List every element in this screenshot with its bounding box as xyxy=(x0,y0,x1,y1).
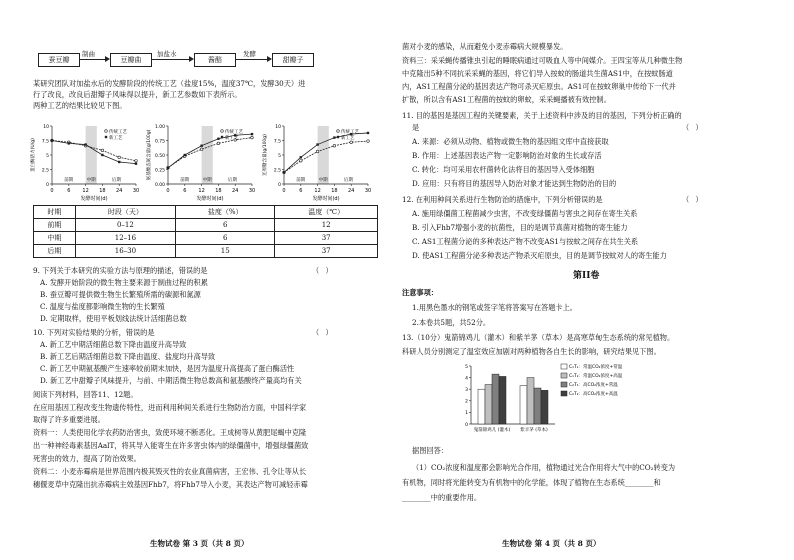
q9-answer-paren: （ ） xyxy=(312,266,335,275)
legend-marker xyxy=(221,136,223,138)
passage-line: 出一种神经毒素基因AalT，将其导入能寄生在许多害虫体内的绿僵菌中，增强绿僵菌致 xyxy=(33,441,309,450)
data-point xyxy=(333,136,335,138)
q11-stem-cont: 是 xyxy=(412,123,420,132)
q13-line-2: 科研人员分别测定了温室效应加剧对两种植物各自生长的影响，研究结果见下图。 xyxy=(402,347,661,356)
right-line: 资料三：采采蝇传播锥虫引起的睡眠病通过可吸血人等中间媒介。王四宝等从几种微生物 xyxy=(402,56,683,65)
legend-label: C₁T₁：常温CO₂浓度+常温 xyxy=(569,365,623,370)
passage-line: 阅读下列材料，回答11、12题。 xyxy=(33,390,138,399)
y-tick-label: 2.5 xyxy=(41,168,49,174)
table-cell: 16–30 xyxy=(75,245,175,258)
legend-label: C₂T₂：高CO₂浓度+高温 xyxy=(569,392,618,397)
table-cell: 12–16 xyxy=(75,232,175,245)
y-tick-label: 5 xyxy=(465,364,468,370)
phase-band xyxy=(86,126,97,184)
passage-line: 取得了许多重要进展。 xyxy=(33,415,105,424)
flow-arrow-2 xyxy=(151,59,191,60)
y-tick-label: 0 xyxy=(465,422,468,428)
data-point xyxy=(101,149,104,152)
x-axis-label: 发酵时间(d) xyxy=(196,196,224,202)
data-point xyxy=(68,142,70,144)
chart-amino-nitrogen xyxy=(146,114,258,204)
page-footer-right: 生物试卷 第 4 页（共 8 页） xyxy=(502,539,601,548)
q10-option-c: C. 新工艺中期氨基酸产生速率较前期末加快，是因为温度升高提高了蛋白酶活性 xyxy=(40,364,295,373)
data-point xyxy=(200,148,203,151)
phase-label: 中期 xyxy=(318,178,328,183)
y-tick-label: 0.75 xyxy=(154,139,165,145)
chart-protease xyxy=(30,114,142,204)
x-tick-label: 0 xyxy=(166,188,170,194)
table-cell: 0–12 xyxy=(75,219,175,232)
table-cell: 中期 xyxy=(34,232,76,245)
legend-label: C₂T₁：高CO₂浓度+常温 xyxy=(569,383,618,388)
table-cell: 6 xyxy=(176,232,275,245)
passage-line: 在应用基因工程改变生物遗传特性，进而利用种间关系进行生物防治方面，中国科学家 xyxy=(33,403,307,412)
y-tick-label: 4 xyxy=(465,376,468,382)
table-cell: 15 xyxy=(176,245,275,258)
table-row xyxy=(34,219,378,232)
process-table xyxy=(33,205,378,258)
table-header: 盐度（%） xyxy=(176,206,275,219)
q9-stem: 9. 下列关于本研究的实验方法与原理的描述，错误的是 xyxy=(33,266,208,275)
intro-line-3: 两种工艺的结果比较见下图。 xyxy=(33,101,127,110)
legend-label: C₁T₂：常温CO₂浓度+高温 xyxy=(569,374,623,379)
flow-label-1: 制曲 xyxy=(82,50,95,58)
q10-answer-paren: （ ） xyxy=(312,328,335,337)
bar xyxy=(485,385,492,424)
data-point xyxy=(118,156,121,159)
legend-marker xyxy=(105,136,107,138)
bar xyxy=(499,376,506,424)
bar xyxy=(527,378,534,424)
chart-reducing-sugar xyxy=(262,114,374,204)
q12-stem: 12. 在利用种间关系进行生物防治的措施中，下列分析错误的是 xyxy=(402,195,603,204)
data-point xyxy=(200,145,202,147)
legend-label: 新工艺 xyxy=(341,136,355,141)
chart-plant-growth xyxy=(457,358,632,436)
flow-box-2: 豆瓣曲 xyxy=(110,53,152,67)
left-page xyxy=(0,0,392,560)
notes-title: 注意事项： xyxy=(402,288,438,297)
page-gutter xyxy=(393,0,401,560)
x-tick-label: 18 xyxy=(99,188,106,194)
table-cell: 后期 xyxy=(34,245,76,258)
y-tick-label: 2.5 xyxy=(273,168,281,174)
y-tick-label: 0 xyxy=(278,182,281,188)
flow-arrow-3 xyxy=(235,59,269,60)
x-tick-label: 18 xyxy=(215,188,222,194)
data-point xyxy=(251,133,253,135)
y-tick-label: 5 xyxy=(46,153,49,159)
y-tick-label: 0.00 xyxy=(154,182,165,188)
legend-swatch xyxy=(561,382,567,387)
phase-label: 后期 xyxy=(227,178,237,183)
table-header-row xyxy=(34,206,378,219)
flow-label-3: 发酵 xyxy=(243,50,256,58)
x-tick-label: 6 xyxy=(183,188,187,194)
intro-line-1: 某研究团队对加盐水后的发酵阶段的传统工艺（盐度15%，温度37℃，发酵30天）进 xyxy=(33,79,306,88)
q10-option-a: A. 新工艺中期活细菌总数下降由温度升高导致 xyxy=(40,340,187,349)
table-cell: 37 xyxy=(275,232,378,245)
right-line: 中克隆出5种不同抗采采蝇的基因，将它们导入按蚊的肠道共生菌AS1中，在按蚊肠道 xyxy=(402,69,673,78)
note-line: 2.本卷共5题，共52分。 xyxy=(412,318,491,327)
bar xyxy=(520,386,527,424)
flow-arrow-1 xyxy=(79,59,107,60)
phase-band xyxy=(202,126,213,184)
legend-swatch xyxy=(561,373,567,378)
x-tick-label: 紫羊茅 (草本) xyxy=(520,428,548,433)
q9-option-a: A. 发酵开始阶段的微生物主要来源于制曲过程的积累 xyxy=(40,278,208,287)
table-header: 温度（℃） xyxy=(275,206,378,219)
note-line: 1.用黑色墨水的钢笔或签字笔将答案写在答题卡上。 xyxy=(412,303,577,312)
y-tick-label: 0 xyxy=(46,182,49,188)
legend-label: 传统工艺 xyxy=(225,130,243,135)
flow-label-2: 加盐水 xyxy=(157,50,177,58)
legend-label: 新工艺 xyxy=(225,136,239,141)
answer-line: 有机物，同时将光能转变为有机物中的化学能，体现了植物在生态系统________和 xyxy=(402,478,661,487)
legend-label: 新工艺 xyxy=(109,136,123,141)
table-cell: 12 xyxy=(275,219,378,232)
flow-box-3: 酱醅 xyxy=(194,53,236,67)
data-point xyxy=(333,144,336,147)
phase-label: 前期 xyxy=(296,178,306,183)
y-tick-label: 10 xyxy=(275,124,281,130)
y-tick-label: 7.5 xyxy=(273,139,281,145)
page-footer-left: 生物试卷 第 3 页（共 8 页） xyxy=(150,539,249,548)
x-axis-label: 发酵时间(d) xyxy=(312,196,340,202)
q9-option-d: D. 定期取样，使用平板划线法统计活细菌总数 xyxy=(40,314,187,323)
phase-label: 中期 xyxy=(202,178,212,183)
q11-option-a: A. 来源：必须从动物、植物或微生物的基因组文库中直接获取 xyxy=(412,137,609,146)
answer-line: ________中的重要作用。 xyxy=(402,493,482,502)
phase-label: 中期 xyxy=(86,178,96,183)
data-point xyxy=(167,167,169,169)
x-tick-label: 30 xyxy=(248,188,256,194)
y-axis-label: 还原糖含量(g/100g) xyxy=(263,134,268,176)
q11-option-d: D. 应用：只有将目的基因导入防治对象才能达到生物防治的目的 xyxy=(412,179,617,188)
data-point xyxy=(101,154,103,156)
x-tick-label: 24 xyxy=(116,188,123,194)
y-tick-label: 1 xyxy=(465,411,468,417)
data-point xyxy=(217,142,220,145)
right-line: 内，AS1工程菌分泌的基因表达产物可杀灭疟原虫。AS1可在按蚊卵巢中传给下一代并 xyxy=(402,82,676,91)
legend-swatch xyxy=(561,391,567,396)
x-axis-label: 发酵时间(d) xyxy=(80,196,108,202)
bar xyxy=(478,389,485,424)
x-tick-label: 12 xyxy=(82,188,89,194)
data-point xyxy=(283,171,285,173)
data-point xyxy=(367,132,369,134)
table-row xyxy=(34,245,378,258)
y-tick-label: 0.25 xyxy=(154,168,165,174)
x-tick-label: 12 xyxy=(198,188,205,194)
q11-option-c: C. 转化：均可采用农杆菌转化法将目的基因导入受体细胞 xyxy=(412,165,595,174)
q11-stem: 11. 目的基因是基因工程的关键要素，关于上述资料中涉及的目的基因，下列分析正确的 xyxy=(402,111,682,120)
y-axis-label: 蛋白酶活力(U/g) xyxy=(31,138,36,172)
y-tick-label: 0.50 xyxy=(154,153,165,159)
passage-line: 死害虫的效力，提高了防治效果。 xyxy=(33,454,141,463)
table-cell: 前期 xyxy=(34,219,76,232)
phase-band xyxy=(318,126,329,184)
section-title: 第II卷 xyxy=(573,271,600,281)
phase-label: 后期 xyxy=(343,178,353,183)
table-row xyxy=(34,232,378,245)
legend-swatch xyxy=(561,364,567,369)
y-tick-label: 10 xyxy=(43,124,49,130)
legend-marker xyxy=(221,130,224,133)
x-tick-label: 6 xyxy=(299,188,303,194)
phase-label: 前期 xyxy=(180,178,190,183)
x-tick-label: 18 xyxy=(331,188,338,194)
x-tick-label: 鬼箭锦鸡儿 (灌木) xyxy=(473,428,511,433)
phase-label: 前期 xyxy=(64,178,74,183)
data-point xyxy=(135,163,137,165)
x-tick-label: 0 xyxy=(50,188,54,194)
q12-option-c: C. AS1工程菌分泌的多种表达产物不改变AS1与按蚊之间存在共生关系 xyxy=(412,237,639,246)
x-tick-label: 6 xyxy=(67,188,71,194)
data-point xyxy=(316,143,318,145)
table-cell: 37 xyxy=(275,245,378,258)
legend-label: 传统工艺 xyxy=(109,130,127,135)
q13-line-1: 13.（10分）鬼箭锦鸡儿（灌木）和紫羊茅（草本）是高寒草甸生态系统的常见植物。 xyxy=(402,333,675,342)
bar xyxy=(541,390,548,424)
q11-option-b: B. 作用：上述基因表达产物一定影响防治对象的生长或存活 xyxy=(412,151,602,160)
data-point xyxy=(217,138,219,140)
q10-stem: 10. 下列对实验结果的分析，错误的是 xyxy=(33,328,155,337)
y-tick-label: 5 xyxy=(278,153,281,159)
legend-marker xyxy=(105,130,108,133)
data-point xyxy=(51,139,53,141)
right-line: 菌对小麦的感染，从而避免小麦赤霉病大规模暴发。 xyxy=(402,42,568,51)
right-line: 扩散，所以含有AS1工程菌的按蚊的卵蚊，采采蝇播被有效控制。 xyxy=(402,95,611,104)
q9-option-c: C. 温度与盐度都影响微生物的生长繁殖 xyxy=(40,302,165,311)
data-point xyxy=(316,150,319,153)
y-axis-label: 氨基酸态氮含量(g/100g) xyxy=(147,129,152,181)
q11-answer-paren: （ ） xyxy=(682,123,705,132)
flow-box-4: 甜瓣子 xyxy=(272,53,314,67)
bar xyxy=(534,388,541,424)
data-point xyxy=(251,136,254,139)
intro-line-2: 行了改良，改良后甜瓣子风味得以提升，新工艺参数如下表所示。 xyxy=(33,90,242,99)
answer-line: （1）CO₂浓度和温度都会影响光合作用，植物通过光合作用将大气中的CO₂转变为 xyxy=(412,463,676,472)
q10-option-b: B. 新工艺后期活细菌总数下降由温度、盐度均升高导致 xyxy=(40,352,216,361)
y-tick-label: 2 xyxy=(465,399,468,405)
table-header: 时段（天） xyxy=(75,206,175,219)
q9-option-b: B. 蚕豆瓣可提供微生物生长繁殖所需的碳源和氮源 xyxy=(40,290,201,299)
flow-box-1: 蚕豆瓣 xyxy=(38,53,80,67)
q12-answer-paren: （ ） xyxy=(682,195,705,204)
data-point xyxy=(300,160,303,163)
answer-intro: 据图回答： xyxy=(412,446,448,455)
table-cell: 6 xyxy=(176,219,275,232)
y-tick-label: 3 xyxy=(465,388,468,393)
bar xyxy=(492,374,499,424)
passage-line: 资料一：人类使用化学农药防治害虫，致使环境不断恶化。王成树等从黄肥尾蝎中克隆 xyxy=(33,428,307,437)
x-tick-label: 24 xyxy=(232,188,239,194)
data-point xyxy=(300,156,302,158)
data-point xyxy=(84,143,86,145)
q12-option-a: A. 施用绿僵菌工程菌减少虫害，不改变绿僵菌与害虫之间存在寄生关系 xyxy=(412,209,638,218)
data-point xyxy=(367,140,370,143)
x-tick-label: 0 xyxy=(282,188,286,194)
legend-marker xyxy=(337,130,340,133)
table-header: 时期 xyxy=(34,206,76,219)
data-point xyxy=(118,161,120,163)
x-tick-label: 24 xyxy=(348,188,355,194)
x-tick-label: 30 xyxy=(132,188,140,194)
q10-option-d: D. 新工艺中甜瓣子风味提升，与前、中期活微生物总数高和氨基酸终产量高均有关 xyxy=(40,376,302,385)
data-point xyxy=(350,141,353,144)
right-page xyxy=(402,0,794,560)
x-tick-label: 12 xyxy=(314,188,321,194)
y-tick-label: 7.5 xyxy=(41,139,49,145)
passage-line: 资料二：小麦赤霉病是世界范围内极其毁灭性的农业真菌病害，王宏伟、孔令让等从长 xyxy=(33,467,307,476)
y-tick-label: 1.00 xyxy=(154,124,165,130)
x-tick-label: 30 xyxy=(364,188,372,194)
data-point xyxy=(184,154,186,156)
legend-label: 传统工艺 xyxy=(341,130,359,135)
q12-option-d: D. 使AS1工程菌分泌多种表达产物杀灭疟原虫，目的是调节按蚊对人的寄生能力 xyxy=(412,251,667,260)
passage-line: 穗偃麦草中克隆出抗赤霉病主效基因Fhb7，将Fhb7导入小麦，其表达产物可减轻赤霉 xyxy=(33,480,308,489)
data-point xyxy=(135,160,138,163)
phase-label: 后期 xyxy=(111,178,121,183)
legend-marker xyxy=(337,136,339,138)
q12-option-b: B. 引入Fhb7增强小麦的抗菌性，目的是调节真菌对植物的寄生能力 xyxy=(412,223,628,232)
